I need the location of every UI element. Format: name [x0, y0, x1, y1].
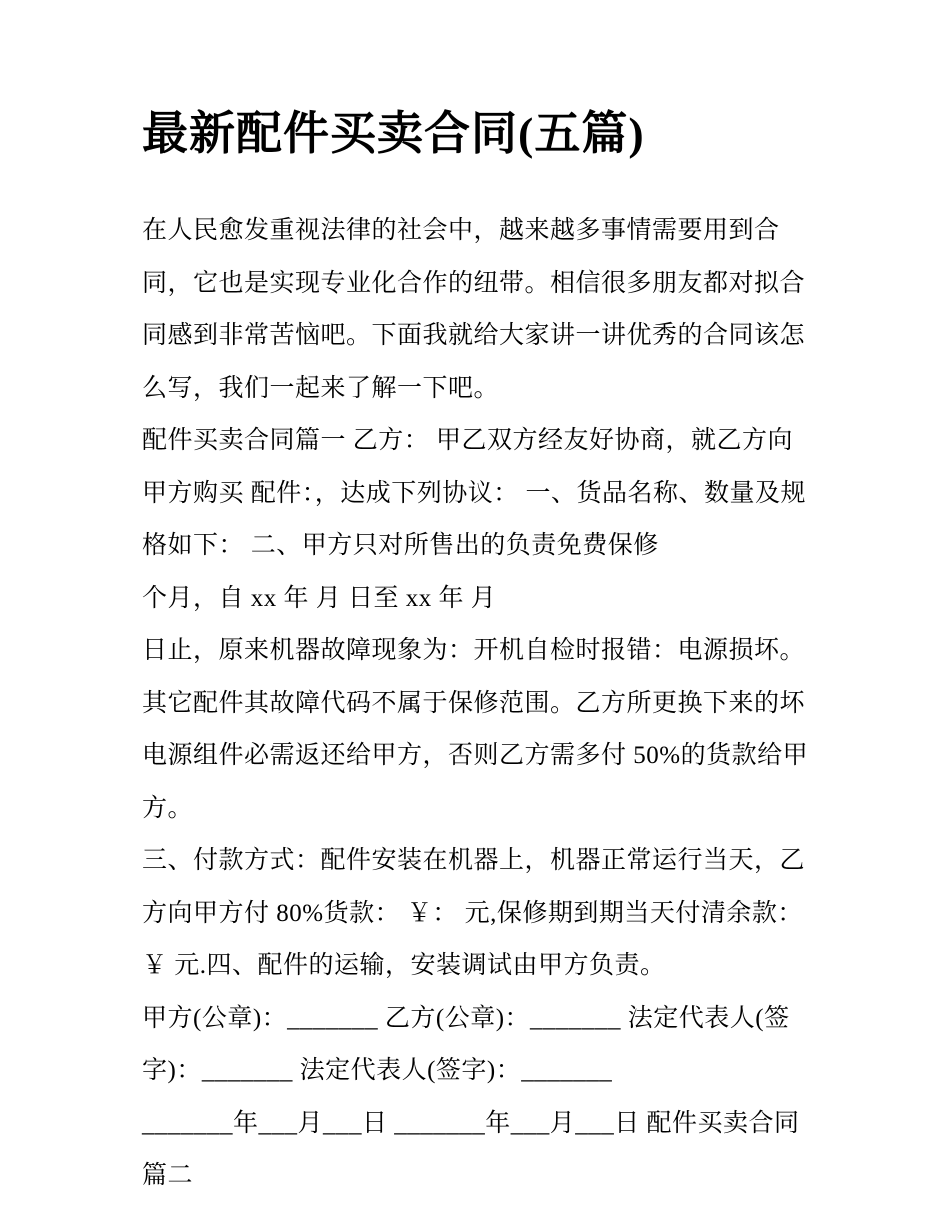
paragraph-intro: 在人民愈发重视法律的社会中，越来越多事情需要用到合同，它也是实现专业化合作的纽带。相信很多朋友都对拟合同感到非常苦恼吧。下面我就给大家讲一讲优秀的合同该怎么写，我们一起来了解一下吧。 [142, 217, 806, 402]
paragraph-payment-terms: 三、付款方式：配件安装在机器上，机器正常运行当天，乙方向甲方付 80%货款： ￥： 元,保修期到期当天付清余款： ￥ 元.四、配件的运输，安装调试由甲方负责。 [142, 847, 806, 980]
document-body [142, 205, 812, 1203]
paragraph-date-lines: _______年___月___日 _______年___月___日 配件买卖合同篇二 [142, 1109, 800, 1190]
paragraph-warranty-terms: 日止，原来机器故障现象为：开机自检时报错：电源损坏。其它配件其故障代码不属于保修范围。乙方所更换下来的坏电源组件必需返还给甲方，否则乙方需多付 50%的货款给甲方。 [142, 637, 809, 822]
paragraph-warranty-period: 个月，自 xx 年 月 日至 xx 年 月 [142, 584, 497, 612]
document-title: 最新配件买卖合同(五篇) [142, 108, 645, 159]
paragraph-contract-part1-header: 配件买卖合同篇一 乙方： 甲乙双方经友好协商，就乙方向甲方购买 配件：，达成下列协议： 一、货品名称、数量及规格如下： 二、甲方只对所售出的负责免费保修 [142, 427, 807, 560]
paragraph-signature-lines: 甲方(公章)：_______ 乙方(公章)：_______ 法定代表人(签字)：_______ 法定代表人(签字)：_______ [142, 1004, 790, 1085]
